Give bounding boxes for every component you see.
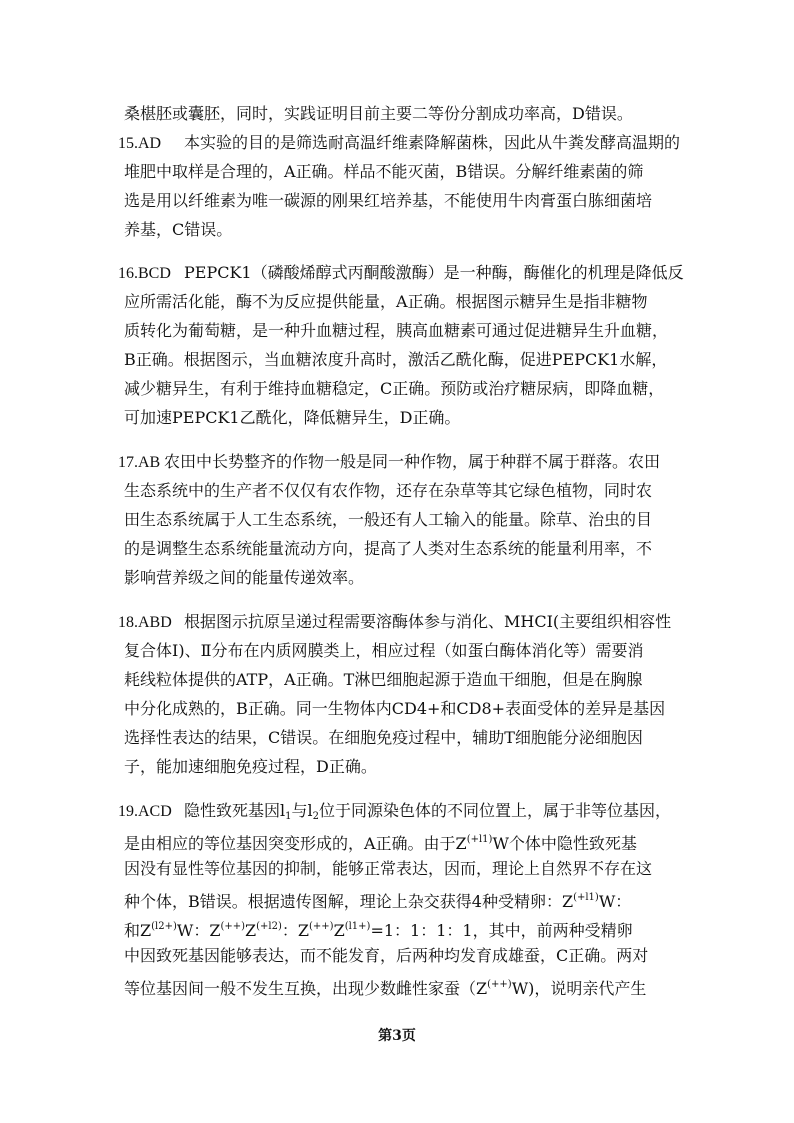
text-line [124, 887, 631, 909]
superscript: (+l1) [573, 892, 599, 903]
text-line: PEPCK1（磷酸烯醇式丙酮酸激酶）是一种酶，酶催化的机理是降低反 [184, 263, 684, 282]
answer-number: 19.ACD [118, 803, 172, 820]
superscript: (l1+) [344, 921, 371, 932]
text-fragment: 种个体，B错误。根据遗传图解，理论上杂交获得4种受精卵：Z [124, 892, 574, 911]
text-fragment: Z [333, 921, 345, 940]
text-line: 复合体Ⅰ)、Ⅱ分布在内质网膜类上，相应过程（如蛋白酶体消化等）需要消 [124, 641, 644, 660]
text-line: 选是用以纤维素为唯一碳源的刚果红培养基，不能使用牛肉膏蛋白胨细菌培 [124, 191, 653, 210]
text-line: 子，能加速细胞免疫过程，D正确。 [124, 757, 377, 776]
text-fragment: l [307, 801, 313, 820]
text-line: 桑椹胚或囊胚，同时，实践证明目前主要二等份分割成功率高，D错误。 [124, 104, 633, 123]
text-fragment: 隐性致死基因 [184, 801, 281, 820]
text-line: 可加速PEPCK1乙酰化，降低糖异生，D正确。 [124, 408, 461, 427]
genotype-ratio-line [124, 916, 633, 938]
page-number: 第3页 [378, 1028, 416, 1044]
text-fragment: Z [245, 921, 257, 940]
text-fragment: ：Z [281, 921, 310, 940]
question-15-line [118, 132, 680, 154]
text-line: 耗线粒体提供的ATP，A正确。T淋巴细胞起源于造血干细胞，但是在胸腺 [124, 670, 643, 689]
text-line: 农田中长势整齐的作物一般是同一种作物，属于种群不属于群落。农田 [164, 452, 661, 471]
answer-number: 16.BCD [118, 265, 171, 282]
text-line [124, 974, 646, 996]
text-line: 减少糖异生，有利于维持血糖稳定，C正确。预防或治疗糖尿病，即降血糖， [124, 379, 665, 398]
text-line: 养基，C错误。 [124, 220, 233, 239]
superscript: (l2+) [151, 921, 177, 932]
superscript: (+l1) [466, 834, 493, 845]
superscript: (++) [309, 921, 334, 932]
text-fragment: W：Z [176, 921, 221, 940]
text-line: 中因致死基因能够表达，而不能发育，后两种均发育成雄蚕，C正确。两对 [124, 946, 649, 965]
text-line: 的是调整生态系统能量流动方向，提高了人类对生态系统的能量利用率，不 [124, 539, 653, 558]
text-fragment: W： [598, 892, 632, 911]
text-line: 本实验的目的是筛选耐高温纤维素降解菌株，因此从牛粪发酵高温期的 [184, 133, 681, 152]
superscript: (++) [220, 921, 246, 932]
subscript: 2 [312, 811, 320, 822]
question-17-line [118, 451, 660, 473]
text-line: 影响营养级之间的能量传递效率。 [124, 568, 365, 587]
text-line: 根据图示抗原呈递过程需要溶酶体参与消化、MHCⅠ(主要组织相容性 [184, 612, 672, 631]
question-19-line [118, 800, 671, 822]
text-line: 田生态系统属于人工生态系统，一般还有人工输入的能量。除草、治虫的目 [124, 510, 653, 529]
text-fragment: 是由相应的等位基因突变形成的，A正确。由于Z [124, 834, 467, 853]
answer-number: 15.AD [118, 135, 162, 152]
text-fragment: 和Z [124, 921, 152, 940]
text-fragment: 与 [291, 801, 308, 820]
subscript: 1 [285, 811, 292, 822]
superscript: (+l2) [256, 921, 282, 932]
text-line [124, 829, 637, 851]
text-line: 应所需活化能，酶不为反应提供能量，A正确。根据图示糖异生是指非糖物 [124, 292, 648, 311]
text-fragment: 位于同源染色体的不同位置上，属于非等位基因， [319, 801, 672, 820]
answer-number: 17.AB [118, 454, 161, 471]
text-line: 因没有显性等位基因的抑制，能够正常表达，因而，理论上自然界不存在这 [124, 859, 653, 878]
text-line: 选择性表达的结果，C错误。在细胞免疫过程中，辅助T细胞能分泌细胞因 [124, 728, 643, 747]
text-fragment: W个体中隐性致死基 [492, 834, 637, 853]
question-16-line [118, 262, 684, 284]
text-line: 生态系统中的生产者不仅仅有农作物，还存在杂草等其它绿色植物，同时农 [124, 481, 653, 500]
text-line: 堆肥中取样是合理的，A正确。样品不能灭菌，B错误。分解纤维素菌的筛 [124, 162, 644, 181]
text-fragment: W)，说明亲代产生 [511, 979, 647, 998]
text-fragment: =1：1：1：1，其中，前两种受精卵 [370, 921, 633, 940]
text-line: B正确。根据图示，当血糖浓度升高时，激活乙酰化酶，促进PEPCK1水解， [124, 350, 668, 369]
superscript: (++) [487, 979, 512, 990]
text-line: 质转化为葡萄糖，是一种升血糖过程，胰高血糖素可通过促进糖异生升血糖， [124, 321, 669, 340]
question-18-line [118, 611, 671, 633]
answer-number: 18.ABD [118, 614, 172, 631]
text-fragment: 等位基因间一般不发生互换，出现少数雌性家蚕（Z [124, 979, 488, 998]
text-fragment: l [280, 801, 286, 820]
text-line: 中分化成熟的，B正确。同一生物体内CD4+和CD8+表面受体的差异是基因 [124, 699, 666, 718]
